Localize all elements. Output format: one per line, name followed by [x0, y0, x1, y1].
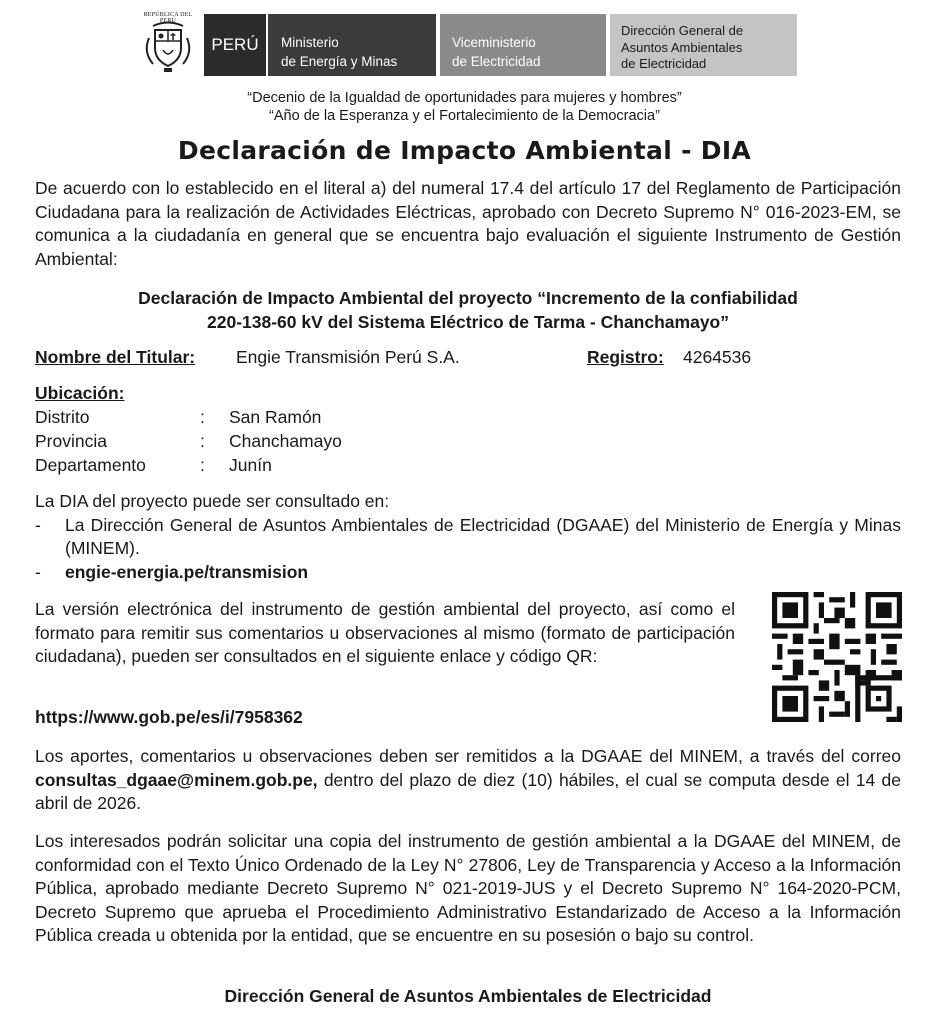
titular-value: Engie Transmisión Perú S.A.: [236, 347, 460, 367]
seal-text: REPÚBLICA DEL PERÚ: [143, 12, 193, 24]
consulta-section: [35, 490, 901, 584]
departamento-sep: :: [200, 455, 205, 475]
intro-paragraph: De acuerdo con lo establecido en el literal a) del numeral 17.4 del artículo 17 del Reglamento de Participación Ciudadana para la realización de Actividades Eléctricas, aprobado con Decreto Supremo N° 016-2023-EM, se comunica a la ciudadanía en general que se encuentra bajo evaluación el siguiente Instrumento de Gestión Ambiental:: [35, 178, 901, 269]
departamento-key: Departamento: [35, 455, 146, 475]
viceministerio-line-1: Viceministerio: [452, 35, 536, 50]
provincia-key: Provincia: [35, 431, 107, 451]
ministerio-line-1: Ministerio: [281, 35, 339, 50]
project-line-2: 220-138-60 kV del Sistema Eléctrico de Tarma - Chanchamayo”: [207, 311, 729, 332]
aportes-text-after: dentro del plazo de diez (10) hábiles, el cual se computa desde el 14 de abril de 2026.: [35, 769, 901, 813]
contact-email-link[interactable]: consultas_dgaae@minem.gob.pe,: [35, 769, 318, 790]
decenio-line-2: “Año de la Esperanza y el Fortalecimiento de la Democracia”: [269, 108, 660, 124]
titular-label: Nombre del Titular:: [35, 347, 196, 367]
bullet-dash: -: [35, 514, 41, 535]
departamento-value: Junín: [229, 455, 272, 475]
version-paragraph: La versión electrónica del instrumento de gestión ambiental del proyecto, así como el formato para remitir sus comentarios u observaciones al mismo (formato de participación ciudadana), pueden ser consultados en el siguiente enlace y código QR:: [35, 599, 735, 666]
aportes-text-before: Los aportes, comentarios u observaciones deben ser remitidos a la DGAAE del MINEM, a través del correo: [35, 746, 901, 766]
provincia-value: Chanchamayo: [229, 431, 342, 451]
ubicacion-row-distrito: [35, 406, 901, 430]
decenio-line-1: “Decenio de la Igualdad de oportunidades para mujeres y hombres”: [247, 90, 682, 106]
registro-label: Registro:: [587, 347, 664, 367]
consulta-item-web: [35, 561, 901, 585]
distrito-value: San Ramón: [229, 407, 322, 427]
ubicacion-label: Ubicación:: [35, 383, 125, 403]
engie-web-link[interactable]: engie-energia.pe/transmision: [65, 561, 309, 582]
consulta-item-dgaae: [35, 514, 901, 561]
header-banner: [0, 14, 929, 78]
distrito-sep: :: [200, 407, 205, 427]
distrito-key: Distrito: [35, 407, 90, 427]
ubicacion-row-departamento: [35, 454, 901, 478]
direccion-line-3: de Electricidad: [621, 56, 707, 71]
viceministerio-line-2: de Electricidad: [452, 54, 541, 69]
qr-code-icon[interactable]: [772, 592, 902, 722]
consulta-intro: La DIA del proyecto puede ser consultado en:: [35, 491, 390, 511]
aportes-paragraph: [35, 745, 901, 816]
bullet-dash: -: [35, 561, 41, 582]
page-title: Declaración de Impacto Ambiental - DIA: [177, 136, 752, 165]
direccion-line-2: Asuntos Ambientales: [621, 39, 743, 55]
ubicacion-section: [35, 382, 901, 478]
decenio-slogans: [0, 89, 929, 125]
footer-signature: Dirección General de Asuntos Ambientales de Electricidad: [224, 986, 712, 1006]
peru-label: PERÚ: [204, 14, 266, 76]
consulta-item-1-text: La Dirección General de Asuntos Ambientales de Electricidad (DGAAE) del Ministerio de Energía y Minas (MINEM).: [65, 514, 901, 558]
viceministerio-label: [440, 14, 606, 76]
direccion-label: [610, 14, 797, 76]
registro-value: 4264536: [683, 347, 752, 367]
interesados-paragraph: Los interesados podrán solicitar una copia del instrumento de gestión ambiental a la DGAAE del MINEM, de conformidad con el Texto Único Ordenado de la Ley N° 27806, Ley de Transparencia y Acceso a la Información Pública, aprobado mediante Decreto Supremo N° 021-2019-JUS y el Decreto Supremo N° 164-2020-PCM, Decreto Supremo que aprueba el Procedimiento Administrativo Estandarizado de Acceso a la Información Pública creada u obtenida por la entidad, que se encuentre en su posesión o bajo su control.: [35, 831, 901, 945]
gob-url-link[interactable]: https://www.gob.pe/es/i/7958362: [35, 707, 303, 727]
provincia-sep: :: [200, 431, 205, 451]
project-name: [35, 287, 901, 334]
ubicacion-row-provincia: [35, 430, 901, 454]
ministerio-label: [268, 14, 436, 76]
titular-row: [35, 346, 901, 370]
project-line-1: Declaración de Impacto Ambiental del proyecto “Incremento de la confiabilidad: [138, 288, 798, 308]
direccion-line-1: Dirección General de: [621, 23, 744, 38]
ministerio-line-2: de Energía y Minas: [281, 54, 398, 69]
